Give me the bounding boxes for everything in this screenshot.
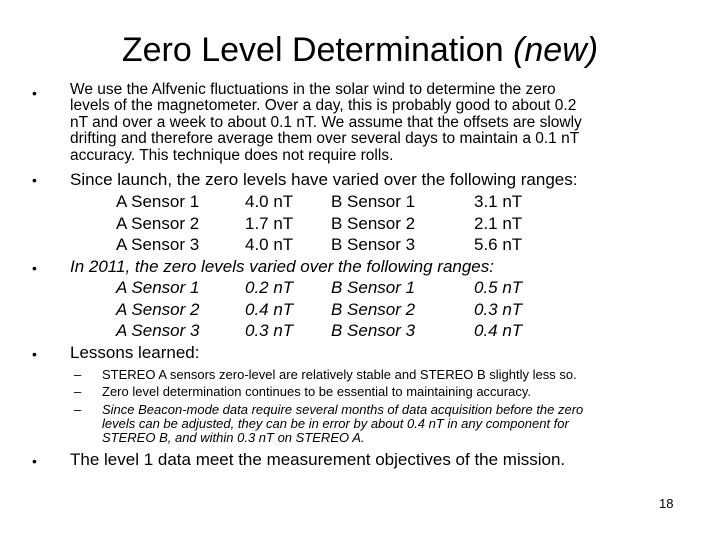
a-sensor-label: A Sensor 3 bbox=[116, 321, 200, 340]
slide-title bbox=[0, 30, 720, 70]
b-sensor-value: 2.1 nT bbox=[474, 214, 523, 233]
lesson-text: STEREO B, and within 0.3 nT on STEREO A. bbox=[102, 430, 365, 445]
bullet-2: • bbox=[32, 172, 37, 188]
b-sensor-label: B Sensor 1 bbox=[331, 278, 416, 297]
dash-marker: – bbox=[74, 384, 82, 399]
a-sensor-label: A Sensor 3 bbox=[116, 235, 200, 254]
intro-paragraph bbox=[70, 82, 680, 164]
launch-heading: Since launch, the zero levels have varied over the following ranges: bbox=[70, 170, 578, 189]
a-sensor-value: 0.3 nT bbox=[245, 321, 294, 340]
title-italic: (new) bbox=[513, 31, 599, 69]
a-sensor-label: A Sensor 1 bbox=[116, 278, 200, 297]
lesson-text: STEREO A sensors zero-level are relatively stable and STEREO B slightly less so. bbox=[102, 367, 577, 382]
a-sensor-label: A Sensor 2 bbox=[116, 300, 200, 319]
bullet-4: • bbox=[32, 346, 37, 362]
intro-line: nT and over a week to about 0.1 nT. We assume that the offsets are slowly bbox=[70, 113, 582, 131]
final-statement: The level 1 data meet the measurement objectives of the mission. bbox=[70, 450, 566, 469]
b-sensor-value: 0.3 nT bbox=[474, 300, 523, 319]
lesson-text: Since Beacon-mode data require several months of data acquisition before the zero bbox=[102, 402, 584, 417]
a-sensor-label: A Sensor 2 bbox=[116, 214, 200, 233]
y2011-heading: In 2011, the zero levels varied over the following ranges: bbox=[70, 257, 494, 276]
bullet-3: • bbox=[32, 260, 37, 276]
lesson-text: Zero level determination continues to be essential to maintaining accuracy. bbox=[102, 384, 531, 399]
bullet-5: • bbox=[32, 453, 37, 469]
b-sensor-label: B Sensor 1 bbox=[331, 192, 416, 211]
dash-marker: – bbox=[74, 402, 82, 417]
page-number: 18 bbox=[659, 496, 674, 511]
b-sensor-value: 0.5 nT bbox=[474, 278, 523, 297]
b-sensor-value: 5.6 nT bbox=[474, 235, 523, 254]
intro-line: drifting and therefore average them over several days to maintain a 0.1 nT bbox=[70, 130, 580, 148]
a-sensor-value: 0.4 nT bbox=[245, 300, 294, 319]
b-sensor-label: B Sensor 3 bbox=[331, 235, 416, 254]
intro-line: accuracy. This technique does not require rolls. bbox=[70, 146, 394, 164]
a-sensor-value: 0.2 nT bbox=[245, 278, 294, 297]
bullet-1: • bbox=[32, 85, 37, 101]
b-sensor-value: 3.1 nT bbox=[474, 192, 523, 211]
a-sensor-value: 4.0 nT bbox=[245, 192, 294, 211]
b-sensor-value: 0.4 nT bbox=[474, 321, 523, 340]
a-sensor-value: 1.7 nT bbox=[245, 214, 294, 233]
b-sensor-label: B Sensor 2 bbox=[331, 214, 416, 233]
dash-marker: – bbox=[74, 367, 82, 382]
title-text: Zero Level Determination bbox=[121, 31, 504, 69]
b-sensor-label: B Sensor 2 bbox=[331, 300, 416, 319]
intro-line: We use the Alfvenic fluctuations in the solar wind to determine the zero bbox=[70, 81, 556, 98]
a-sensor-label: A Sensor 1 bbox=[116, 192, 200, 211]
intro-line: levels of the magnetometer. Over a day, this is probably good to about 0.2 bbox=[70, 97, 577, 115]
lesson-text: levels can be adjusted, they can be in error by about 0.4 nT in any component for bbox=[102, 416, 569, 431]
b-sensor-label: B Sensor 3 bbox=[331, 321, 416, 340]
lessons-heading: Lessons learned: bbox=[70, 343, 200, 362]
a-sensor-value: 4.0 nT bbox=[245, 235, 294, 254]
